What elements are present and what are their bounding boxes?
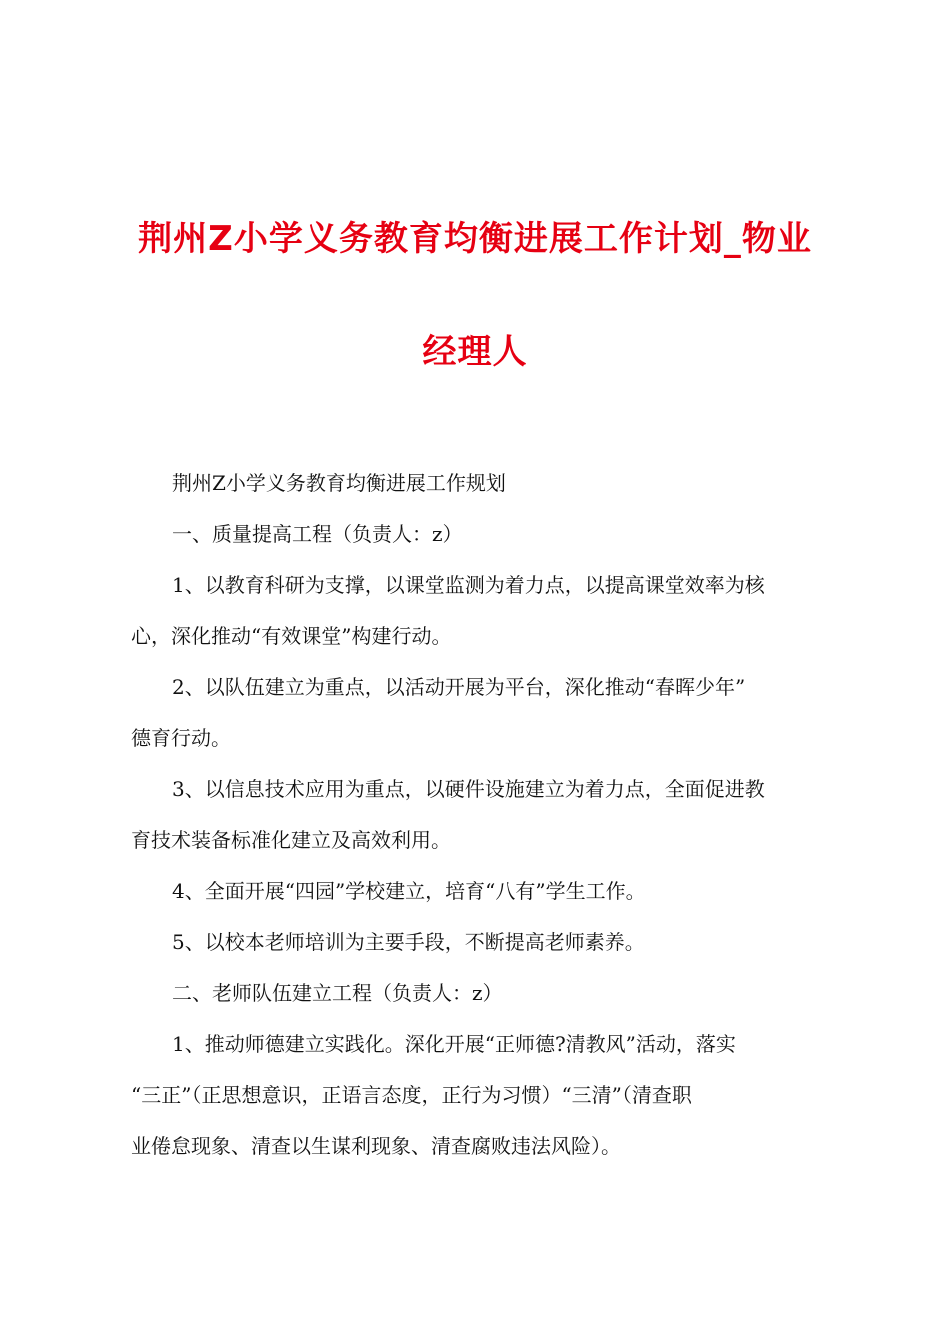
paragraph-6-line-2: “三正”（正思想意识，正语言态度，正行为习惯）“三清”（清查职 [131,1083,692,1107]
paragraph-2-line-2: 德育行动。 [131,726,231,750]
section-heading-1: 一、质量提高工程（负责人：z） [172,522,463,546]
document-title-line-2: 经理人 [422,332,528,372]
paragraph-1-line-1: 1、以教育科研为支撑，以课堂监测为着力点，以提高课堂效率为核 [172,573,765,597]
paragraph-heading: 荆州Z小学义务教育均衡进展工作规划 [172,471,506,495]
section-heading-2: 二、老师队伍建立工程（负责人：z） [172,981,503,1005]
paragraph-4: 4、全面开展“四园”学校建立，培育“八有”学生工作。 [172,879,646,903]
paragraph-3-line-1: 3、以信息技术应用为重点，以硬件设施建立为着力点，全面促进教 [172,777,765,801]
paragraph-1-line-2: 心，深化推动“有效课堂”构建行动。 [131,624,452,648]
paragraph-3-line-2: 育技术装备标准化建立及高效利用。 [131,828,451,852]
paragraph-5: 5、以校本老师培训为主要手段，不断提高老师素养。 [172,930,645,954]
paragraph-6-line-1: 1、推动师德建立实践化。深化开展“正师德?清教风”活动，落实 [172,1032,736,1056]
document-title-line-1: 荆州Z小学义务教育均衡进展工作计划_物业 [138,219,812,259]
document-body [131,458,831,1172]
paragraph-6-line-3: 业倦怠现象、清查以生谋利现象、清查腐败违法风险）。 [131,1134,621,1158]
paragraph-2-line-1: 2、以队伍建立为重点，以活动开展为平台，深化推动“春晖少年” [172,675,746,699]
